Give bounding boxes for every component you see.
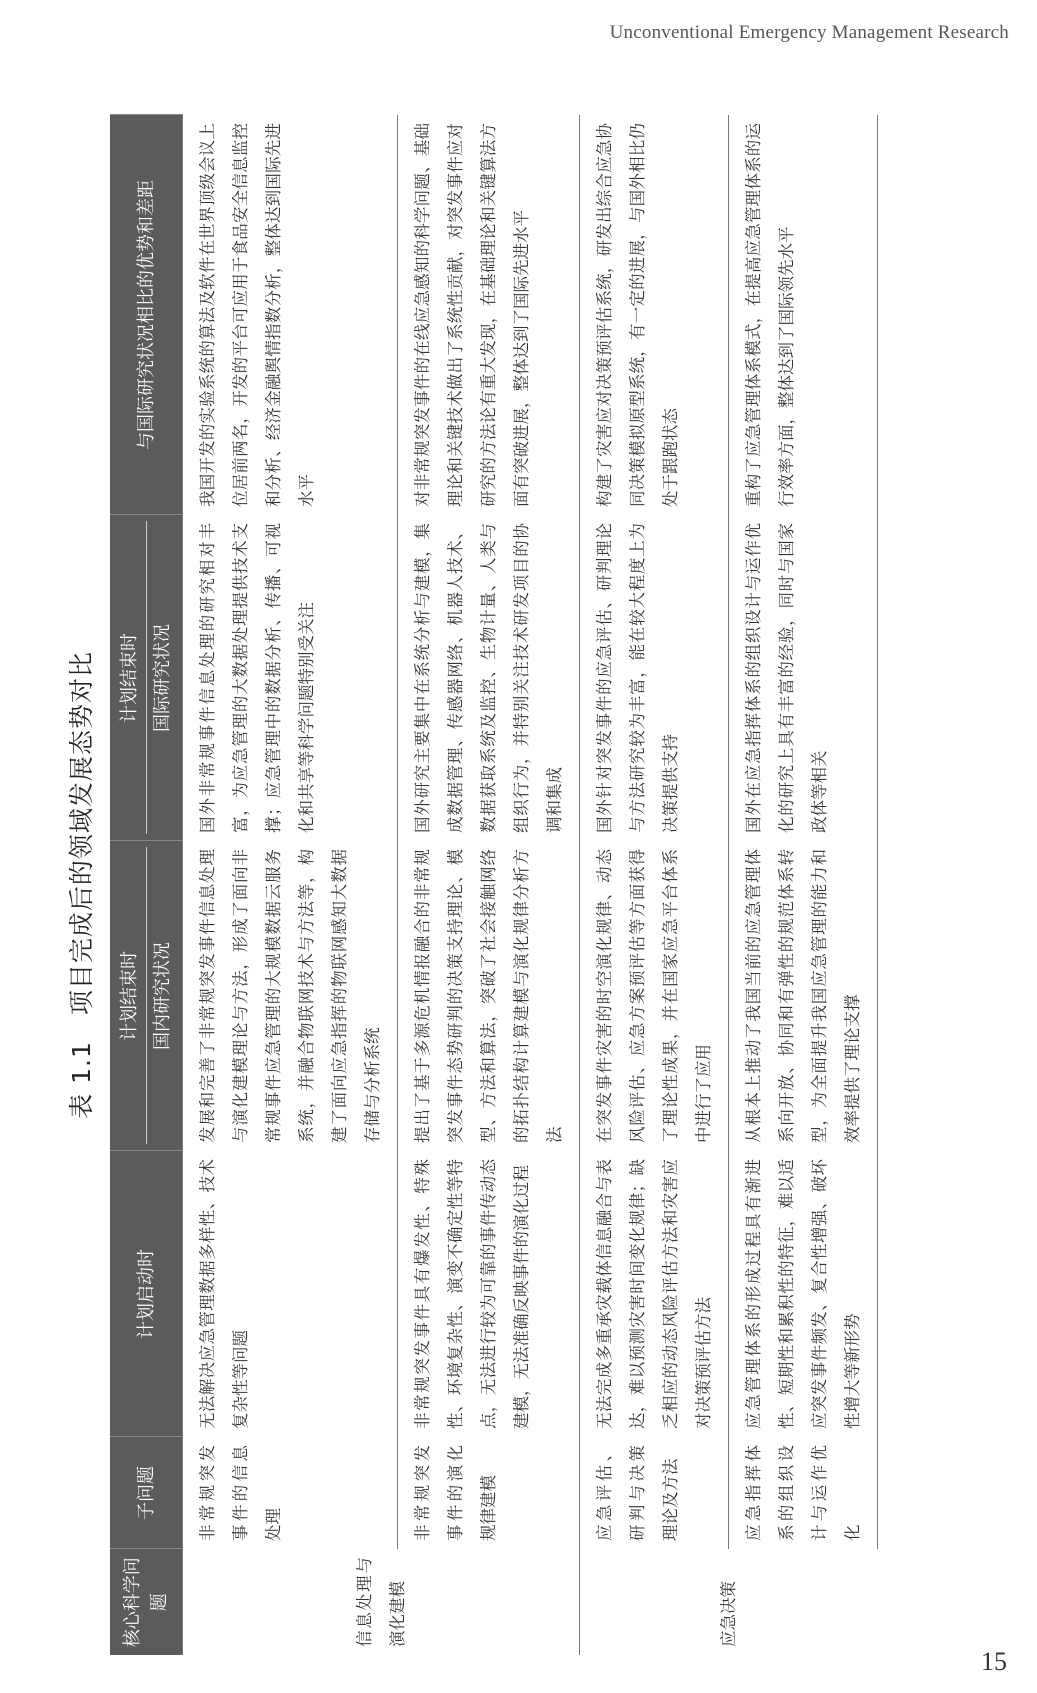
table-row [398,115,580,1655]
header-row [110,115,183,1655]
sub-problem-cell: 应急评估、研判与决策理论及方法 [580,1437,729,1549]
domestic-cell: 在突发事件灾害的时空演化规律、动态风险评估、应急方案预评估等方面获得了理论性成果，并在国家应急平台体系中进行了应用 [580,841,729,1151]
sub-problem-cell: 非常规突发事件的信息处理 [183,1437,398,1549]
running-header: Unconventional Emergency Management Research [609,22,1009,43]
comparison-cell: 对非常规突发事件的在线应急感知的科学问题、基础理论和关键技术做出了系统性贡献，对突发事件应对研究的方法论有重大发现，在基础理论和关键算法方面有突破进展，整体达到了国际先进水平 [398,115,580,515]
header-domestic-bottom: 国内研究状况 [146,848,176,1145]
start-cell: 非常规突发事件具有爆发性、特殊性、环境复杂性、演变不确定性等特点，无法进行较为可靠的事件传动态建模，无法准确反映事件的演化过程 [398,1151,580,1437]
header-international-bottom: 国际研究状况 [146,522,176,835]
start-cell: 无法解决应急管理数据多样性、技术复杂性等问题 [183,1151,398,1437]
domestic-cell: 发展和完善了非常规突发事件信息处理与演化建模理论与方法，形成了面向非常规事件应急管理的大规模数据云服务系统，并融合物联网技术与方法等，构建了面向应急指挥的物联网感知大数据存储与分析系统 [183,841,398,1151]
header-domestic-top: 计划结束时 [119,951,140,1041]
domestic-cell: 从根本上推动了我国当前的应急管理体系向开放、协同和有弹性的规范体系转型，为全面提升我国应急管理的能力和效率提供了理论支撑 [729,841,878,1151]
sub-problem-cell: 非常规突发事件的演化规律建模 [398,1437,580,1549]
page-number: 15 [981,1647,1007,1676]
header-comparison: 与国际研究状况相比的优势和差距 [110,115,183,515]
international-cell: 国外针对突发事件的应急评估、研判理论与方法研究较为丰富，能在较大程度上为决策提供支持 [580,515,729,841]
table-row [183,115,398,1655]
international-cell: 国外研究主要集中在系统分析与建模，集成数据管理、传感器网络、机器人技术、数据获取系统及监控、生物计量、人类与组织行为，并特别关注技术研发项目的协调和集成 [398,515,580,841]
header-international [110,515,183,841]
comparison-cell: 我国开发的实验系统的算法及软件在世界顶级会议上位居前两名，开发的平台可应用于食品安全信息监控和分析、经济金融舆情指数分析，整体达到国际先进水平 [183,115,398,515]
sub-problem-cell: 应急指挥体系的组织设计与运作优化 [729,1437,878,1549]
international-cell: 国外非常规事件信息处理的研究相对丰富，为应急管理的大数据处理提供技术支撑；应急管理中的数据分析、传播、可视化和共享等科学问题特别受关注 [183,515,398,841]
header-sub-problem: 子问题 [110,1437,183,1549]
comparison-cell: 重构了应急管理体系模式，在提高应急管理体系的运行效率方面，整体达到了国际领先水平 [729,115,878,515]
rotated-table-area [50,115,975,1655]
comparison-cell: 构建了灾害应对决策预评估系统，研发出综合应急协同决策模拟原型系统，有一定的进展，与国外相比仍处于跟跑状态 [580,115,729,515]
core-problem-cell: 应急决策 [580,1549,878,1655]
start-cell: 无法完成多重承灾载体信息融合与表达，难以预测灾害时间变化规律；缺乏相应的动态风险评估方法和灾害应对决策预评估方法 [580,1151,729,1437]
table-row [729,115,878,1655]
start-cell: 应急管理体系的形成过程具有渐进性、短期性和累积性的特征，难以适应突发事件频发、复合性增强、破坏性增大等新形势 [729,1151,878,1437]
header-at-start: 计划启动时 [110,1151,183,1437]
header-core-problem: 核心科学问题 [110,1549,183,1655]
table-caption: 表 1.1 项目完成后的领域发展态势对比 [67,651,96,1119]
comparison-table [110,115,878,1656]
core-problem-cell: 信息处理与演化建模 [183,1549,580,1655]
table-row [580,115,729,1655]
header-international-top: 计划结束时 [119,633,140,723]
international-cell: 国外在应急指挥体系的组织设计与运作优化的研究上具有丰富的经验，同时与国家政体等相关 [729,515,878,841]
domestic-cell: 提出了基于多源危机情报融合的非常规突发事件态势研判的决策支持理论、模型、方法和算法，突破了社会接触网络的拓扑结构计算建模与演化规律分析方法 [398,841,580,1151]
header-domestic [110,841,183,1151]
